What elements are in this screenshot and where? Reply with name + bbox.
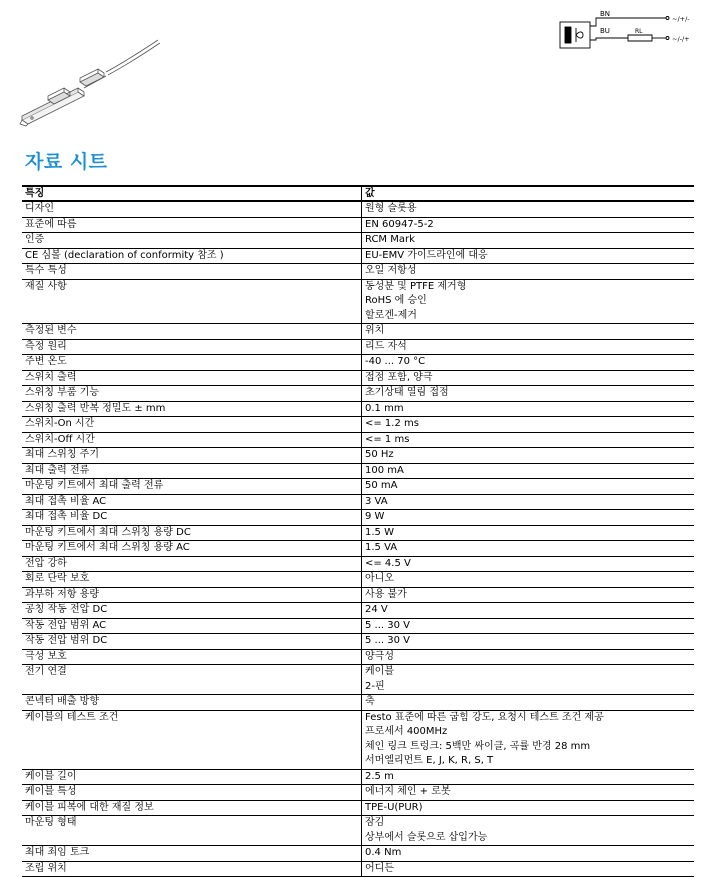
- table-row: [22, 634, 694, 650]
- table-row: [22, 649, 694, 665]
- value-cell: [362, 201, 695, 217]
- value-line: 잠김: [365, 817, 385, 829]
- value-cell: [362, 233, 695, 249]
- table-row: [22, 556, 694, 572]
- plus-terminal-label: ~/+/-: [672, 15, 690, 23]
- table-row: [22, 386, 694, 402]
- value-line: 2-핀: [365, 680, 385, 692]
- value-cell: [362, 264, 695, 280]
- feature-cell: 표준에 따름: [22, 217, 362, 233]
- table-row: [22, 401, 694, 417]
- value-cell: [362, 494, 695, 510]
- feature-cell: 최대 출력 전류: [22, 463, 362, 479]
- table-row: [22, 417, 694, 433]
- table-row: [22, 603, 694, 619]
- table-row: [22, 525, 694, 541]
- feature-cell: 공칭 작동 전압 DC: [22, 603, 362, 619]
- feature-cell: 콘넥터 배출 방향: [22, 695, 362, 711]
- value-line: 1.5 VA: [365, 542, 398, 554]
- feature-cell: 측정 원리: [22, 339, 362, 355]
- header-value: 값: [362, 186, 695, 201]
- feature-cell: 과부하 저항 용량: [22, 587, 362, 603]
- value-line: 케이블: [365, 666, 394, 678]
- table-header-row: [22, 186, 694, 201]
- table-row: [22, 324, 694, 340]
- value-line: 어디든: [365, 862, 394, 874]
- feature-cell: 스위치 출력: [22, 370, 362, 386]
- table-row: [22, 510, 694, 526]
- value-cell: [362, 695, 695, 711]
- feature-cell: 스위치-On 시간: [22, 417, 362, 433]
- value-line: 체인 링크 트렁크: 5백만 싸이클, 곡률 반경 28 mm: [365, 740, 591, 752]
- value-cell: [362, 556, 695, 572]
- feature-cell: 특수 특성: [22, 264, 362, 280]
- feature-cell: 케이블 길이: [22, 769, 362, 785]
- value-line: 초기상태 열림 접점: [365, 387, 449, 399]
- feature-cell: 최대 접촉 비율 AC: [22, 494, 362, 510]
- value-cell: [362, 510, 695, 526]
- table-row: [22, 355, 694, 371]
- value-line: 100 mA: [365, 464, 404, 476]
- table-row: [22, 217, 694, 233]
- value-cell: [362, 634, 695, 650]
- feature-cell: CE 심볼 (declaration of conformity 참조 ): [22, 248, 362, 264]
- value-line: 50 Hz: [365, 449, 394, 461]
- value-cell: [362, 248, 695, 264]
- value-cell: [362, 324, 695, 340]
- value-cell: [362, 279, 695, 324]
- value-line: 접점 포함, 양극: [365, 371, 433, 383]
- table-row: [22, 432, 694, 448]
- table-row: [22, 665, 694, 695]
- value-cell: [362, 432, 695, 448]
- feature-cell: 측정된 변수: [22, 324, 362, 340]
- value-line: 상부에서 슬롯으로 삽입가능: [365, 831, 488, 843]
- value-line: 3 VA: [365, 495, 388, 507]
- product-image: [18, 38, 163, 130]
- feature-cell: 극성 보호: [22, 649, 362, 665]
- value-cell: [362, 769, 695, 785]
- table-row: [22, 785, 694, 801]
- value-cell: [362, 355, 695, 371]
- feature-cell: 케이블 피복에 대한 재질 정보: [22, 800, 362, 816]
- value-line: 리드 자석: [365, 340, 407, 352]
- value-line: 할로겐-제거: [365, 309, 417, 321]
- feature-cell: 작동 전압 범위 DC: [22, 634, 362, 650]
- value-line: <= 4.5 V: [365, 557, 411, 569]
- table-row: [22, 264, 694, 280]
- value-cell: [362, 479, 695, 495]
- table-row: [22, 201, 694, 217]
- value-cell: [362, 785, 695, 801]
- value-cell: [362, 618, 695, 634]
- header-feature: 특징: [22, 186, 362, 201]
- feature-cell: 케이블 특성: [22, 785, 362, 801]
- feature-cell: 전압 강하: [22, 556, 362, 572]
- feature-cell: 작동 전압 범위 AC: [22, 618, 362, 634]
- value-line: 에너지 체인 + 로봇: [365, 786, 451, 798]
- feature-cell: 전기 연결: [22, 665, 362, 695]
- table-row: [22, 370, 694, 386]
- feature-cell: 최대 접촉 비율 DC: [22, 510, 362, 526]
- rl-label: RL: [635, 28, 643, 35]
- value-line: 양극성: [365, 650, 394, 662]
- value-cell: [362, 525, 695, 541]
- value-line: <= 1.2 ms: [365, 418, 419, 430]
- value-cell: [362, 800, 695, 816]
- feature-cell: 디자인: [22, 201, 362, 217]
- value-cell: [362, 665, 695, 695]
- value-line: 동성분 및 PTFE 제거형: [365, 280, 467, 292]
- table-row: [22, 861, 694, 877]
- value-line: Festo 표준에 따른 굽힘 강도, 요청시 테스트 조건 제공: [365, 711, 604, 723]
- feature-cell: 스위치-Off 시간: [22, 432, 362, 448]
- value-cell: [362, 370, 695, 386]
- value-line: RCM Mark: [365, 234, 415, 246]
- feature-cell: 최대 스위칭 주기: [22, 448, 362, 464]
- value-line: <= 1 ms: [365, 433, 410, 445]
- value-line: 원형 슬롯용: [365, 203, 417, 215]
- value-cell: [362, 541, 695, 557]
- value-line: EN 60947-5-2: [365, 218, 434, 230]
- value-line: 1.5 W: [365, 526, 394, 538]
- table-row: [22, 587, 694, 603]
- table-row: [22, 800, 694, 816]
- table-row: [22, 769, 694, 785]
- table-row: [22, 448, 694, 464]
- value-cell: [362, 587, 695, 603]
- value-cell: [362, 572, 695, 588]
- data-sheet-table: [22, 185, 694, 877]
- bu-label: BU: [600, 27, 610, 35]
- table-row: [22, 541, 694, 557]
- feature-cell: 마운팅 키트에서 최대 스위칭 용량 AC: [22, 541, 362, 557]
- feature-cell: 재질 사항: [22, 279, 362, 324]
- value-cell: [362, 217, 695, 233]
- value-cell: [362, 846, 695, 862]
- value-line: 사용 불가: [365, 588, 407, 600]
- value-line: 9 W: [365, 511, 385, 523]
- value-line: 2.5 m: [365, 770, 394, 782]
- value-cell: [362, 339, 695, 355]
- feature-cell: 최대 죄임 토크: [22, 846, 362, 862]
- circuit-diagram: [556, 8, 716, 58]
- value-line: EU-EMV 가이드라인에 대응: [365, 249, 488, 261]
- bn-label: BN: [600, 10, 611, 18]
- table-row: [22, 463, 694, 479]
- table-row: [22, 494, 694, 510]
- value-line: 프로세서 400MHz: [365, 726, 448, 738]
- value-line: RoHS 에 승인: [365, 295, 427, 307]
- value-line: 0.4 Nm: [365, 847, 402, 859]
- value-line: 위치: [365, 325, 385, 337]
- feature-cell: 마운팅 형태: [22, 816, 362, 846]
- value-cell: [362, 448, 695, 464]
- table-row: [22, 846, 694, 862]
- minus-terminal-label: ~/-/+: [672, 35, 690, 43]
- table-row: [22, 479, 694, 495]
- feature-cell: 조립 위치: [22, 861, 362, 877]
- value-line: 0.1 mm: [365, 402, 404, 414]
- value-line: -40 ... 70 °C: [365, 356, 426, 368]
- value-cell: [362, 861, 695, 877]
- value-line: 5 ... 30 V: [365, 619, 410, 631]
- page-title: 자료 시트: [25, 151, 108, 173]
- value-line: 아니오: [365, 573, 394, 585]
- value-cell: [362, 816, 695, 846]
- table-row: [22, 248, 694, 264]
- value-cell: [362, 417, 695, 433]
- value-cell: [362, 603, 695, 619]
- value-line: TPE-U(PUR): [365, 801, 423, 813]
- value-cell: [362, 463, 695, 479]
- feature-cell: 스위칭 출력 반복 정밀도 ± mm: [22, 401, 362, 417]
- value-line: 24 V: [365, 604, 388, 616]
- value-line: 50 mA: [365, 480, 398, 492]
- table-row: [22, 618, 694, 634]
- value-line: 오일 저항성: [365, 265, 417, 277]
- value-cell: [362, 386, 695, 402]
- feature-cell: 마운팅 키트에서 최대 스위칭 용량 DC: [22, 525, 362, 541]
- value-line: 서머엘리먼트 E, J, K, R, S, T: [365, 755, 494, 767]
- table-row: [22, 339, 694, 355]
- feature-cell: 스위칭 부품 기능: [22, 386, 362, 402]
- table-row: [22, 816, 694, 846]
- value-line: 축: [365, 696, 375, 708]
- feature-cell: 주변 온도: [22, 355, 362, 371]
- table-row: [22, 233, 694, 249]
- value-cell: [362, 401, 695, 417]
- table-row: [22, 695, 694, 711]
- table-row: [22, 279, 694, 324]
- feature-cell: 회로 단락 보호: [22, 572, 362, 588]
- table-row: [22, 710, 694, 769]
- value-cell: [362, 710, 695, 769]
- feature-cell: 케이블의 테스트 조건: [22, 710, 362, 769]
- feature-cell: 인증: [22, 233, 362, 249]
- value-cell: [362, 649, 695, 665]
- feature-cell: 마운팅 키트에서 최대 출력 전류: [22, 479, 362, 495]
- table-row: [22, 572, 694, 588]
- value-line: 5 ... 30 V: [365, 635, 410, 647]
